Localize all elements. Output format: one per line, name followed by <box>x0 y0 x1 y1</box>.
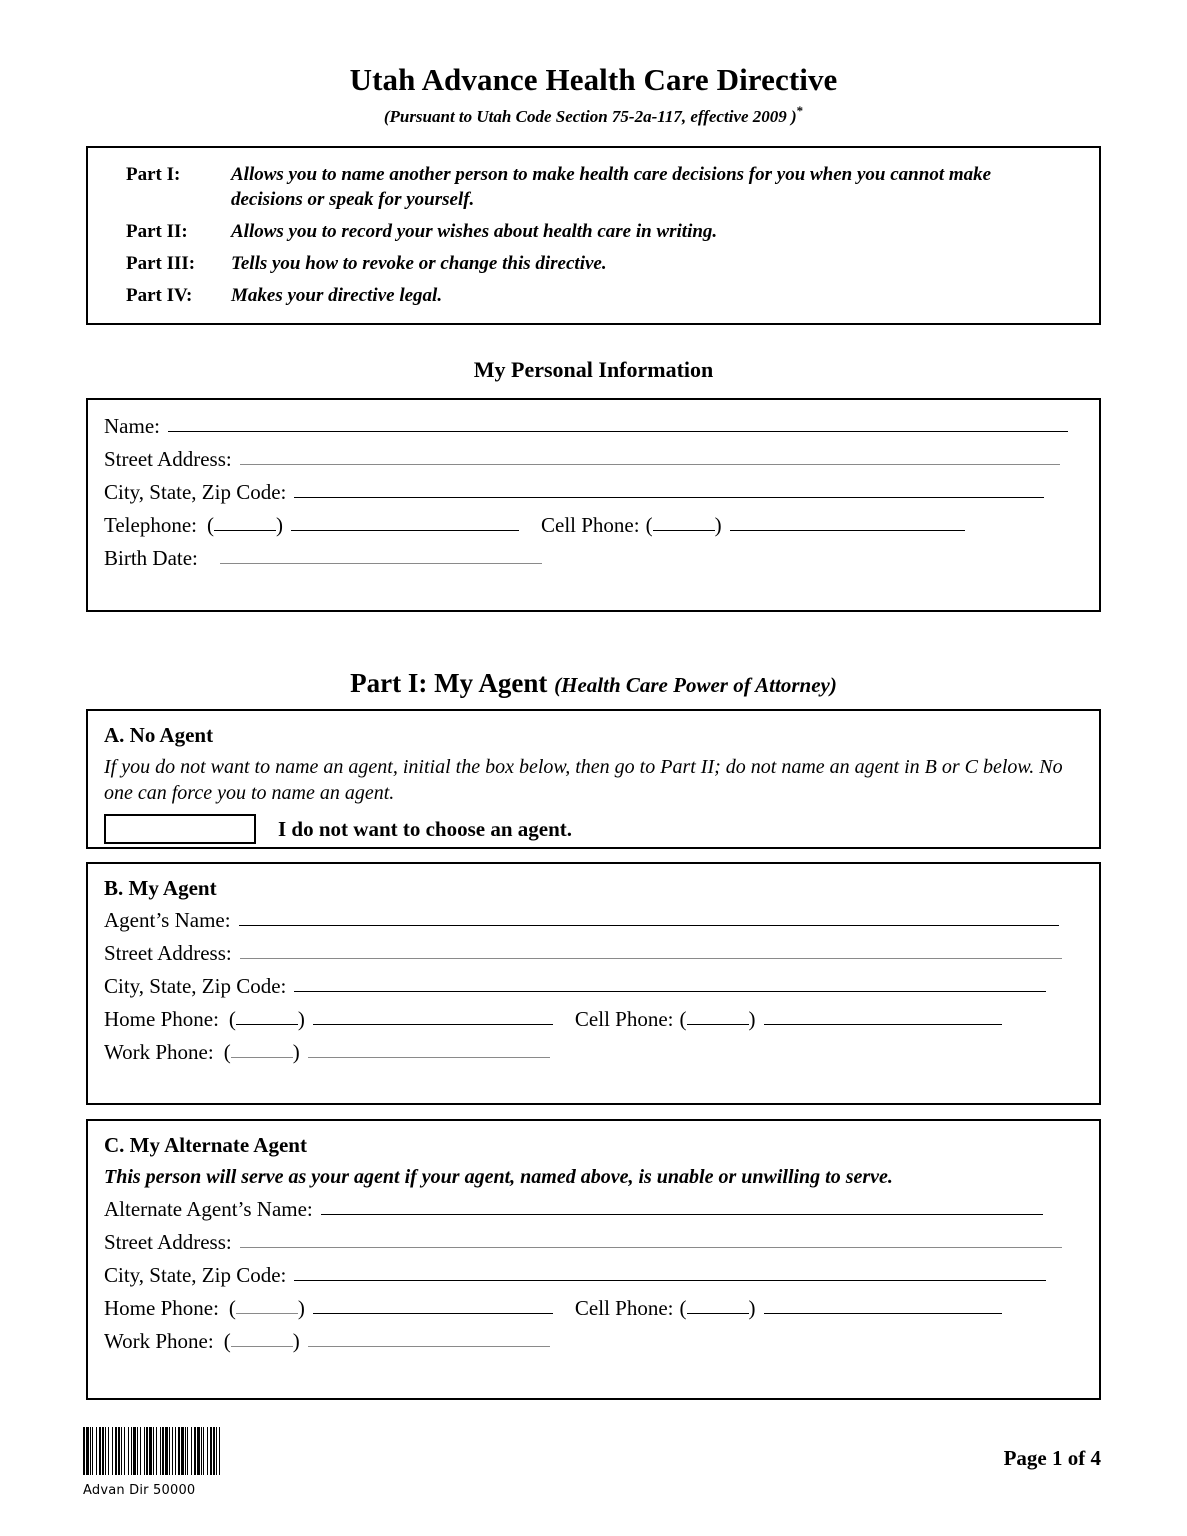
city-state-zip-label: City, State, Zip Code: <box>104 480 287 504</box>
paren-open: ( <box>223 1328 231 1353</box>
part-description: Allows you to record your wishes about health care in writing. <box>231 221 718 243</box>
barcode-space <box>220 1427 223 1475</box>
alternate-cell-phone-area-code-group <box>679 1295 756 1320</box>
page-subtitle <box>0 103 1187 127</box>
field-row-telephone <box>104 515 1077 536</box>
section-b-title: B. My Agent <box>104 876 217 900</box>
paren-close: ) <box>292 1040 300 1064</box>
alternate-work-phone-label: Work Phone: <box>104 1328 214 1353</box>
paren-close: ) <box>292 1328 300 1353</box>
paren-close: ) <box>297 1295 305 1320</box>
section-c-note: This person will serve as your agent if your agent, named above, is unable or unwilling to serve. <box>104 1166 893 1188</box>
personal-information-fields <box>88 400 1099 569</box>
alternate-home-phone-area-code-group <box>228 1295 305 1320</box>
paren-open: ( <box>207 513 214 537</box>
birth-date-input-rule[interactable] <box>220 548 542 564</box>
part-label: Part I: <box>126 164 181 185</box>
alternate-street-address-input-rule[interactable] <box>240 1232 1062 1248</box>
page-number: Page 1 of 4 <box>1003 1446 1101 1470</box>
part-description: Tells you how to revoke or change this directive. <box>231 253 607 275</box>
section-b-content <box>88 864 1099 1063</box>
footnote-asterisk: * <box>796 103 804 118</box>
agent-home-phone-number-rule[interactable] <box>313 1009 553 1025</box>
alternate-city-state-zip-label: City, State, Zip Code: <box>104 1262 287 1287</box>
paren-close: ) <box>276 513 283 537</box>
part-label: Part IV: <box>126 285 193 307</box>
paren-open: ( <box>645 513 653 537</box>
part-one-heading-paren: (Health Care Power of Attorney) <box>554 673 837 697</box>
agent-home-phone-area-code-rule[interactable] <box>236 1009 298 1025</box>
part-description: Allows you to name another person to make health care decisions for you when you cannot make decisions or speak for yourself. <box>231 164 992 211</box>
field-row-alternate-street-address <box>104 1229 1077 1254</box>
alternate-agent-name-input-rule[interactable] <box>321 1199 1043 1215</box>
alternate-work-phone-area-code-rule[interactable] <box>231 1331 293 1347</box>
street-address-input-rule[interactable] <box>240 449 1060 465</box>
name-input-rule[interactable] <box>168 416 1068 432</box>
personal-information-box <box>86 398 1101 612</box>
paren-open: ( <box>679 1295 687 1320</box>
paren-open: ( <box>228 1007 236 1031</box>
paren-close: ) <box>748 1295 756 1320</box>
personal-information-heading: My Personal Information <box>473 357 714 382</box>
section-a-no-agent-box <box>86 709 1101 849</box>
parts-summary-list <box>88 148 1099 308</box>
section-b-my-agent-box <box>86 862 1101 1105</box>
parts-summary-box <box>86 146 1101 325</box>
telephone-label: Telephone: <box>104 513 197 537</box>
paren-open: ( <box>228 1295 236 1320</box>
alternate-home-phone-area-code-rule[interactable] <box>236 1298 298 1314</box>
part-one-heading-main: Part I: My Agent <box>350 668 555 698</box>
agent-home-phone-area-code-group <box>229 1009 305 1030</box>
parts-summary-row <box>88 251 1099 276</box>
alternate-street-address-label: Street Address: <box>104 1229 232 1254</box>
field-row-birth-date <box>104 548 1077 569</box>
no-agent-initial-box[interactable] <box>104 814 256 844</box>
alternate-city-state-zip-input-rule[interactable] <box>294 1265 1046 1281</box>
agent-work-phone-area-code-group <box>224 1042 300 1063</box>
agent-cell-phone-label: Cell Phone: <box>574 1007 674 1031</box>
birth-date-label: Birth Date: <box>104 546 198 570</box>
section-c-content <box>88 1121 1099 1352</box>
agent-cell-phone-area-code-rule[interactable] <box>687 1009 749 1025</box>
alternate-agent-name-label: Alternate Agent’s Name: <box>104 1196 313 1221</box>
field-row-agent-name <box>104 910 1077 931</box>
section-a-title: A. No Agent <box>104 723 214 747</box>
agent-cell-phone-number-rule[interactable] <box>764 1009 1002 1025</box>
no-agent-initial-label: I do not want to choose an agent. <box>278 816 573 841</box>
agent-city-state-zip-label: City, State, Zip Code: <box>104 974 287 998</box>
cell-phone-area-code-group <box>646 515 722 536</box>
agent-street-address-label: Street Address: <box>104 941 232 965</box>
section-c-alternate-agent-box <box>86 1119 1101 1400</box>
parts-summary-row <box>88 162 1099 212</box>
telephone-number-rule[interactable] <box>291 515 519 531</box>
part-label: Part III: <box>126 253 196 275</box>
section-a-initial-line <box>104 814 1077 844</box>
alternate-work-phone-area-code-group <box>223 1328 300 1353</box>
agent-work-phone-number-rule[interactable] <box>308 1042 550 1058</box>
field-row-city-state-zip <box>104 482 1077 503</box>
section-c-title: C. My Alternate Agent <box>104 1133 307 1157</box>
paren-open: ( <box>223 1040 231 1064</box>
field-row-agent-street-address <box>104 943 1077 964</box>
part-one-heading <box>0 668 1187 699</box>
barcode-image <box>83 1427 223 1475</box>
field-row-agent-home-phone <box>104 1009 1077 1030</box>
page-subtitle-text: (Pursuant to Utah Code Section 75-2a-117, effective 2009 ) <box>383 107 797 126</box>
paren-close: ) <box>748 1007 756 1031</box>
agent-work-phone-label: Work Phone: <box>104 1040 214 1064</box>
alternate-home-phone-label: Home Phone: <box>104 1295 219 1320</box>
field-row-alternate-home-phone <box>104 1295 1077 1320</box>
alternate-home-phone-number-rule[interactable] <box>313 1298 553 1314</box>
agent-name-input-rule[interactable] <box>239 910 1059 926</box>
agent-city-state-zip-input-rule[interactable] <box>294 976 1046 992</box>
agent-work-phone-area-code-rule[interactable] <box>231 1042 293 1058</box>
barcode-caption: Advan Dir 50000 <box>83 1483 196 1498</box>
alternate-work-phone-number-rule[interactable] <box>308 1331 550 1347</box>
paren-close: ) <box>297 1007 305 1031</box>
parts-summary-row <box>88 219 1099 244</box>
paren-open: ( <box>679 1007 687 1031</box>
field-row-name <box>104 416 1077 437</box>
agent-name-label: Agent’s Name: <box>104 908 231 932</box>
field-row-alternate-agent-name <box>104 1196 1077 1221</box>
telephone-area-code-rule[interactable] <box>214 515 276 531</box>
cell-phone-area-code-rule[interactable] <box>653 515 715 531</box>
street-address-label: Street Address: <box>104 447 232 471</box>
parts-summary-row <box>88 283 1099 308</box>
section-a-note: If you do not want to name an agent, initial the box below, then go to Part II; do not name an agent in B or C below. No one can force you to name an agent. <box>104 756 1063 804</box>
field-row-street-address <box>104 449 1077 470</box>
agent-home-phone-label: Home Phone: <box>104 1007 219 1031</box>
city-state-zip-input-rule[interactable] <box>294 482 1044 498</box>
agent-street-address-input-rule[interactable] <box>240 943 1062 959</box>
alternate-cell-phone-area-code-rule[interactable] <box>687 1298 749 1314</box>
field-row-alternate-work-phone <box>104 1328 1077 1353</box>
agent-cell-phone-area-code-group <box>680 1009 756 1030</box>
part-label: Part II: <box>126 221 188 243</box>
cell-phone-number-rule[interactable] <box>730 515 965 531</box>
section-a-content <box>88 711 1099 844</box>
cell-phone-label: Cell Phone: <box>541 513 640 537</box>
field-row-alternate-city-state-zip <box>104 1262 1077 1287</box>
telephone-area-code-group <box>207 515 283 536</box>
name-label: Name: <box>104 414 160 438</box>
alternate-cell-phone-label: Cell Phone: <box>574 1295 674 1320</box>
part-description: Makes your directive legal. <box>231 285 443 307</box>
alternate-cell-phone-number-rule[interactable] <box>764 1298 1002 1314</box>
field-row-agent-city-state-zip <box>104 976 1077 997</box>
field-row-agent-work-phone <box>104 1042 1077 1063</box>
page-title: Utah Advance Health Care Directive <box>349 62 838 97</box>
paren-close: ) <box>714 513 722 537</box>
